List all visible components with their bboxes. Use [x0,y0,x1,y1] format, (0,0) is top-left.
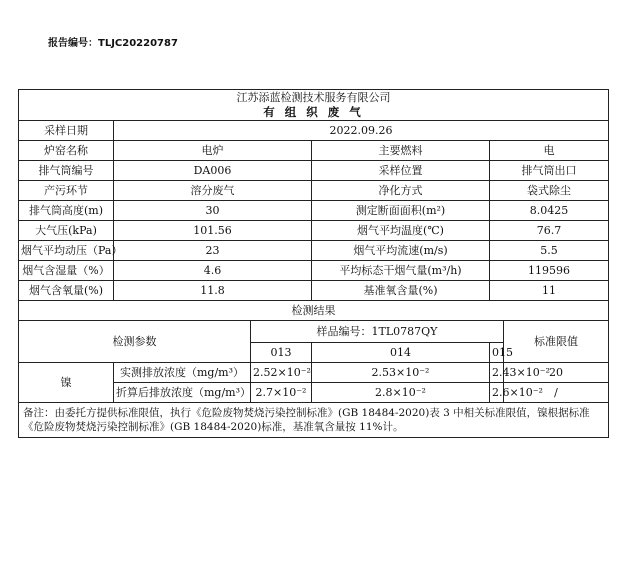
info-value: 排气筒出口 [490,161,609,181]
info-row [19,141,609,161]
info-label: 烟气平均温度(℃) [312,221,490,241]
info-value: 119596 [490,261,609,281]
info-label: 测定断面面积(m²) [312,201,490,221]
sample-id: 013 [251,343,312,363]
result-row [19,363,609,383]
info-value: 电炉 [114,141,312,161]
sampling-date-value: 2022.09.26 [114,121,609,141]
info-value: 电 [490,141,609,161]
result-param-name: 折算后排放浓度（mg/m³） [114,383,251,403]
report-category: 有 组 织 废 气 [263,105,364,119]
report-number-label: 报告编号： [48,38,98,49]
info-label: 烟气平均动压（Pa） [19,241,114,261]
result-value: 2.52×10⁻² [251,363,312,383]
info-label: 产污环节 [19,181,114,201]
remarks-note: 备注：由委托方提供标准限值，执行《危险废物焚烧污染控制标准》(GB 18484-2020)表 3 中相关标准限值，镍根据标准《危险废物焚烧污染控制标准》(GB 18484-2020)标准，基准氧含量按 11%计。 [19,403,609,438]
info-label: 炉窑名称 [19,141,114,161]
info-value: 4.6 [114,261,312,281]
info-row [19,181,609,201]
info-row [19,241,609,261]
info-value: 5.5 [490,241,609,261]
sample-number-header: 样品编号：1TL0787QY [251,321,504,343]
company-name: 江苏添蓝检测技术服务有限公司 [236,91,391,104]
info-value: DA006 [114,161,312,181]
info-value: 30 [114,201,312,221]
info-value: 袋式除尘 [490,181,609,201]
info-label: 烟气含湿量（%） [19,261,114,281]
result-value: 2.53×10⁻² [312,363,490,383]
info-label: 主要燃料 [312,141,490,161]
info-value: 76.7 [490,221,609,241]
info-value: 11 [490,281,609,301]
info-value: 11.8 [114,281,312,301]
info-label: 烟气含氧量(%) [19,281,114,301]
result-value: 2.8×10⁻² [312,383,490,403]
result-limit: / [504,383,609,403]
param-header: 检测参数 [19,321,251,363]
info-row [19,201,609,221]
info-row [19,161,609,181]
report-number-value: TLJC20220787 [98,38,178,49]
info-row [19,221,609,241]
info-label: 大气压(kPa) [19,221,114,241]
info-label: 净化方式 [312,181,490,201]
info-value: 溶分废气 [114,181,312,201]
result-value: 2.7×10⁻² [251,383,312,403]
limit-header: 标准限值 [504,321,609,363]
info-value: 101.56 [114,221,312,241]
info-row [19,261,609,281]
info-label: 基准氧含量(%) [312,281,490,301]
info-label: 排气筒高度(m) [19,201,114,221]
info-row [19,281,609,301]
emission-report-table [18,89,609,438]
result-limit: 20 [504,363,609,383]
report-number-line [48,34,178,49]
info-label: 平均标态干烟气量(m³/h) [312,261,490,281]
sample-id: 014 [312,343,490,363]
result-value: 2.43×10⁻² [490,363,504,383]
sampling-date-label: 采样日期 [19,121,114,141]
sample-id: 015 [490,343,504,363]
info-label: 排气筒编号 [19,161,114,181]
pollutant-name: 镍 [19,363,114,403]
info-value: 23 [114,241,312,261]
results-section-title: 检测结果 [19,301,609,321]
result-param-name: 实测排放浓度（mg/m³） [114,363,251,383]
result-value: 2.6×10⁻² [490,383,504,403]
table-header [19,90,609,121]
info-label: 采样位置 [312,161,490,181]
info-value: 8.0425 [490,201,609,221]
info-label: 烟气平均流速(m/s) [312,241,490,261]
